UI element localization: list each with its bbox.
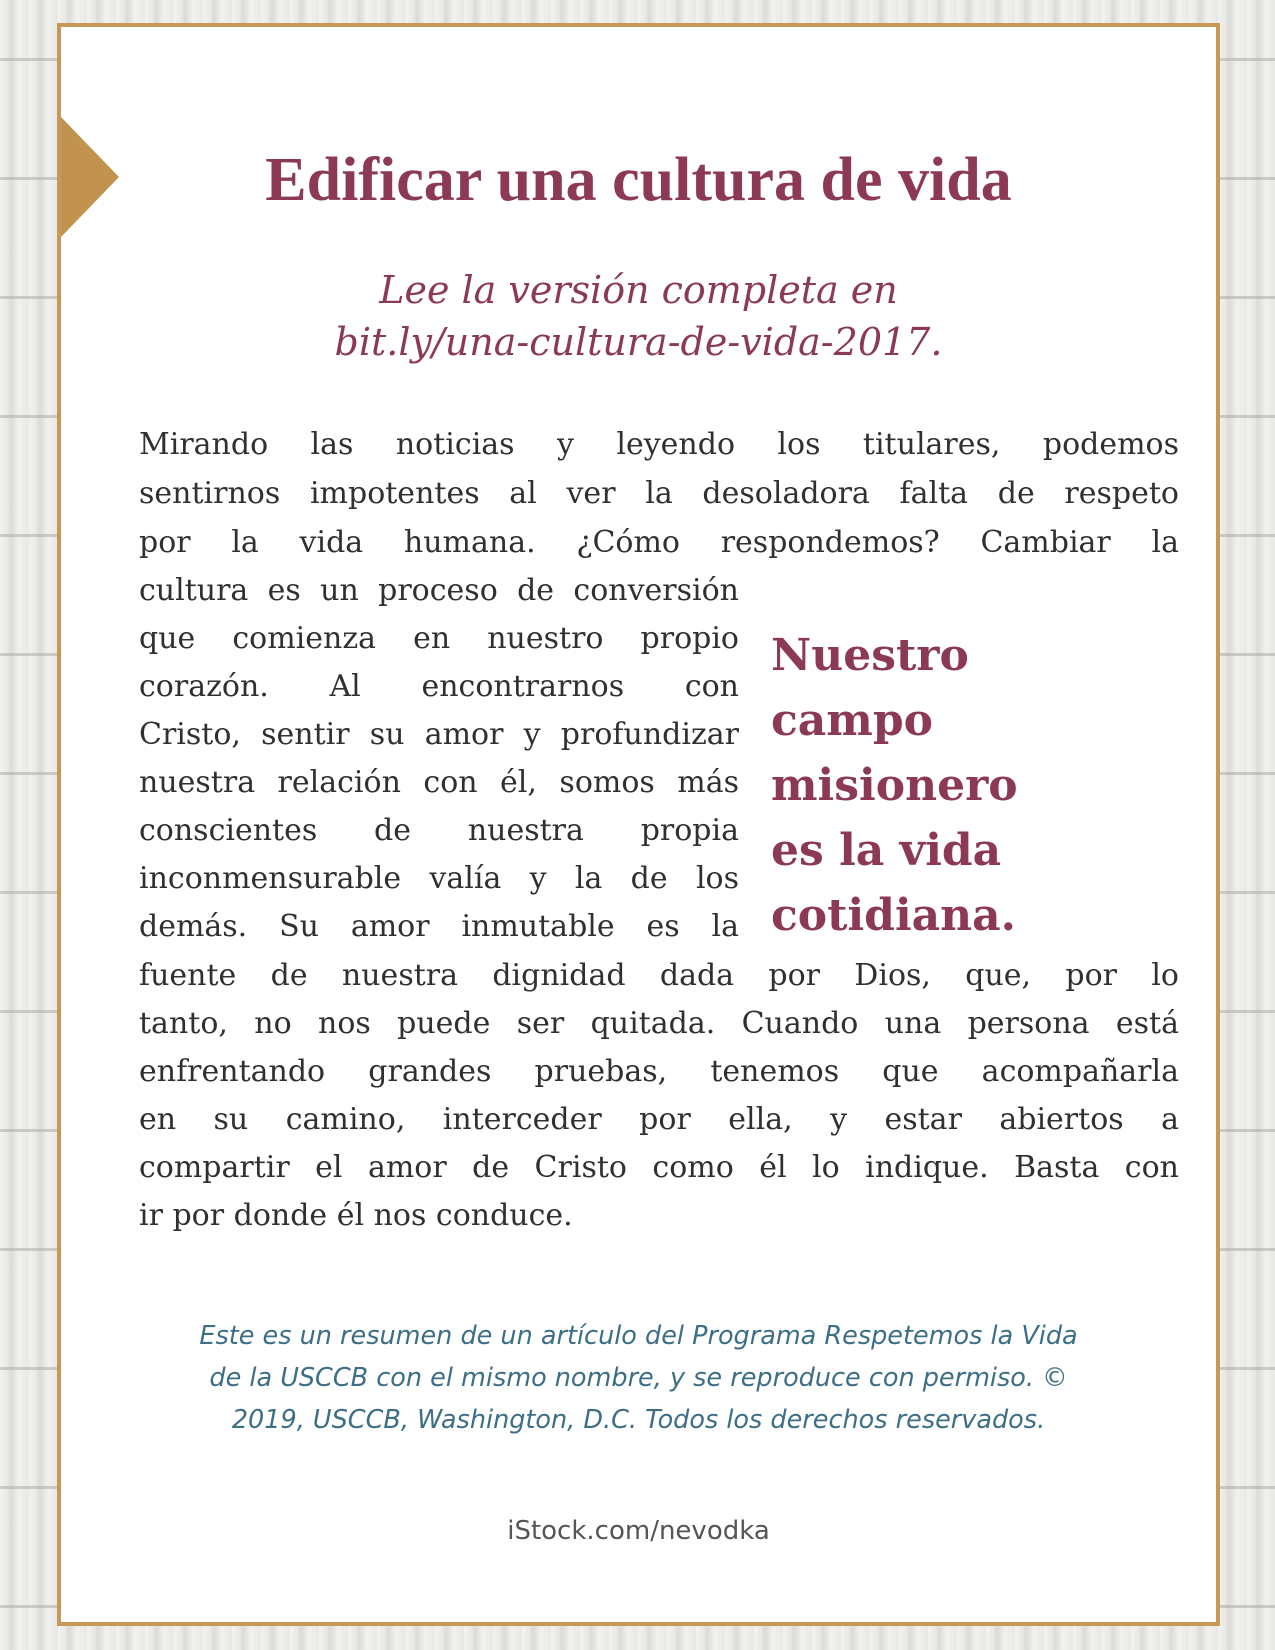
body-line: que comienza en nuestro propio bbox=[139, 621, 739, 656]
body-line: por la vida humana. ¿Cómo respondemos? Cambiar la bbox=[139, 525, 1179, 560]
copyright-note bbox=[121, 1315, 1156, 1441]
note-line: 2019, USCCB, Washington, D.C. Todos los derechos reservados. bbox=[231, 1405, 1046, 1435]
pull-quote-line: misionero bbox=[771, 760, 1018, 811]
body-line: corazón. Al encontrarnos con bbox=[139, 669, 739, 704]
body-line: conscientes de nuestra propia bbox=[139, 813, 739, 848]
pull-quote-line: es la vida bbox=[771, 825, 1002, 876]
body-line: fuente de nuestra dignidad dada por Dios, que, por lo bbox=[139, 958, 1179, 993]
note-line: Este es un resumen de un artículo del Programa Respetemos la Vida bbox=[199, 1321, 1078, 1351]
body-line: ir por donde él nos conduce. bbox=[139, 1198, 573, 1233]
body-line: enfrentando grandes pruebas, tenemos que acompañarla bbox=[139, 1054, 1179, 1089]
body-line: tanto, no nos puede ser quitada. Cuando una persona está bbox=[139, 1006, 1179, 1041]
body-line: sentirnos impotentes al ver la desoladora falta de respeto bbox=[139, 476, 1179, 511]
article-card bbox=[57, 23, 1220, 1626]
pull-quote-line: cotidiana. bbox=[771, 890, 1016, 941]
body-line: inconmensurable valía y la de los bbox=[139, 861, 739, 896]
note-line: de la USCCB con el mismo nombre, y se reproduce con permiso. © bbox=[209, 1363, 1068, 1393]
body-line: Cristo, sentir su amor y profundizar bbox=[139, 717, 739, 752]
body-line: demás. Su amor inmutable es la bbox=[139, 909, 739, 944]
body-line: nuestra relación con él, somos más bbox=[139, 765, 739, 800]
pull-quote bbox=[771, 623, 1071, 948]
page-title: Edificar una cultura de vida bbox=[265, 146, 1012, 214]
subtitle-link-text: bit.ly/una-cultura-de-vida-2017. bbox=[334, 320, 943, 364]
subtitle-line: Lee la versión completa en bbox=[379, 268, 898, 312]
pull-quote-line: campo bbox=[771, 695, 933, 746]
subtitle bbox=[141, 264, 1136, 368]
body-line: en su camino, interceder por ella, y estar abiertos a bbox=[139, 1102, 1179, 1137]
image-credit: iStock.com/nevodka bbox=[507, 1516, 770, 1546]
pull-quote-line: Nuestro bbox=[771, 630, 969, 681]
body-line: cultura es un proceso de conversión bbox=[139, 573, 739, 608]
body-line: compartir el amor de Cristo como él lo indique. Basta con bbox=[139, 1150, 1179, 1185]
body-line: Mirando las noticias y leyendo los titulares, podemos bbox=[139, 427, 1179, 462]
